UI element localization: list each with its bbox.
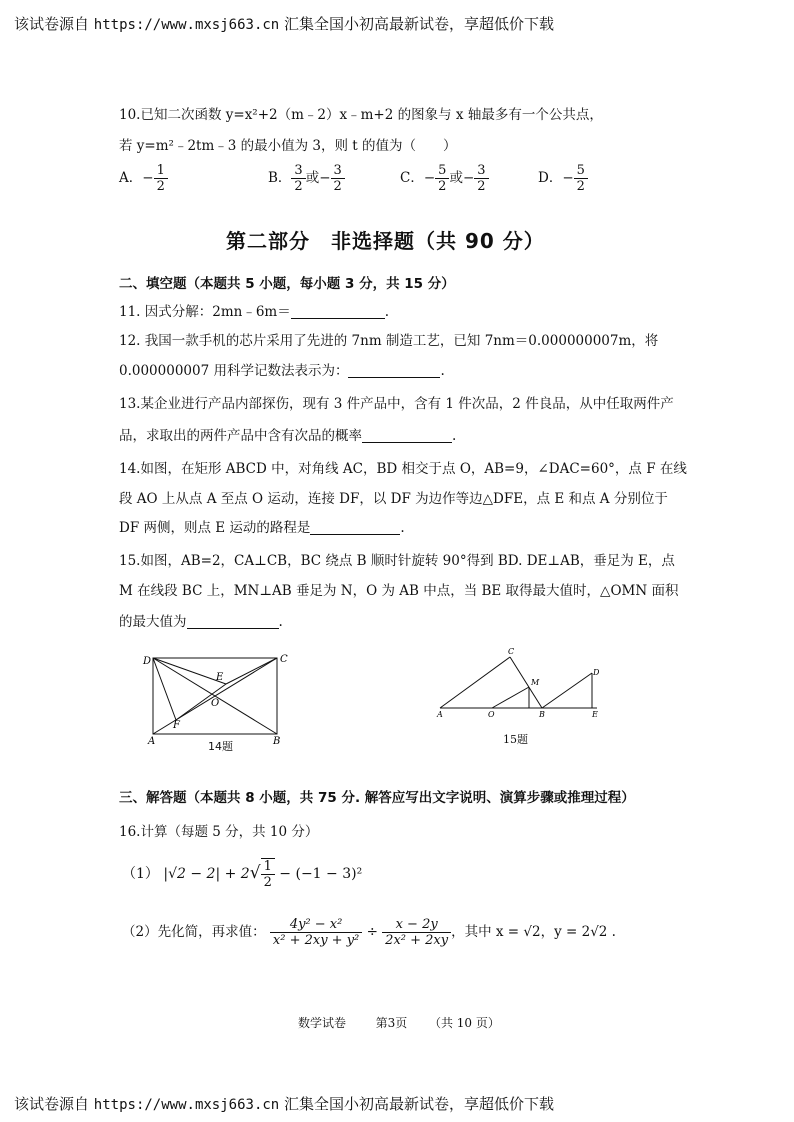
q10-option-b: B． $\frac{3}{2}$ 或− $\frac{3}{2}$ bbox=[268, 163, 345, 194]
fraction: $\frac{x - 2y}{\text{2x² + 2xy}}$ bbox=[382, 917, 451, 948]
fraction: $\frac{5}{2}$ bbox=[435, 163, 449, 194]
fraction: $\frac{1}{2}$ bbox=[261, 858, 275, 890]
fraction: $\frac{1}{2}$ bbox=[154, 163, 168, 194]
label-f: F bbox=[173, 720, 180, 731]
section3-title: 三、解答题（本题共 8 小题，共 75 分. 解答应写出文字说明、演算步骤或推理过程） bbox=[119, 790, 635, 806]
header-url-link[interactable]: https://www.mxsj663.cn bbox=[93, 17, 280, 33]
label-e: E bbox=[592, 710, 598, 719]
q10-option-a: A．− $\frac{1}{2}$ bbox=[119, 163, 168, 194]
label-b: B bbox=[539, 710, 545, 719]
q16-part1: （1） |√2 − 2| + 2√ $\frac{1}{2}$ − (−1 − 3)² bbox=[122, 859, 363, 890]
segment-ac bbox=[440, 657, 510, 708]
figure-15 bbox=[432, 645, 607, 730]
q15-line2: M 在线段 BC 上，MN⊥AB 垂足为 N，O 为 AB 中点，当 BE 取得最大值时，△OMN 面积 bbox=[119, 583, 679, 599]
label-e: E bbox=[216, 672, 224, 683]
footer-subject: 数学试卷 bbox=[298, 1016, 347, 1030]
q10-option-d: D．− $\frac{5}{2}$ bbox=[538, 163, 588, 194]
label-b: B bbox=[273, 736, 281, 747]
answer-blank[interactable] bbox=[362, 428, 452, 443]
source-footer bbox=[14, 1093, 554, 1114]
q10-option-c: C．− $\frac{5}{2}$ 或− $\frac{3}{2}$ bbox=[400, 163, 489, 194]
q14-line2: 段 AO 上从点 A 至点 O 运动，连接 DF，以 DF 为边作等边△DFE，点 E 和点 A 分别位于 bbox=[119, 491, 668, 507]
segment-bd bbox=[542, 673, 592, 708]
q11: 11. 因式分解：2mn﹣6m＝ . bbox=[119, 304, 390, 320]
figure-14-caption: 14题 bbox=[208, 740, 233, 753]
header-text-1: 该试卷源自 bbox=[14, 15, 90, 33]
section2-title: 二、填空题（本题共 5 小题，每小题 3 分，共 15 分） bbox=[119, 276, 455, 292]
q15-line1: 15.如图，AB=2，CA⊥CB，BC 绕点 B 顺时针旋转 90°得到 BD. DE⊥AB，垂足为 E，点 bbox=[119, 553, 675, 569]
fraction: $\frac{3}{2}$ bbox=[331, 163, 345, 194]
footer-text-1: 该试卷源自 bbox=[14, 1095, 90, 1113]
label-o: O bbox=[488, 710, 495, 719]
page-footer bbox=[298, 1014, 500, 1031]
footer-page: 第3页 bbox=[375, 1016, 408, 1030]
answer-blank[interactable] bbox=[291, 304, 385, 319]
label-a: A bbox=[148, 736, 156, 747]
answer-blank[interactable] bbox=[348, 363, 440, 378]
q12-line1: 12. 我国一款手机的芯片采用了先进的 7nm 制造工艺，已知 7nm＝0.000000007m，将 bbox=[119, 333, 659, 349]
part2-title: 第二部分 非选择题（共 90 分） bbox=[226, 229, 545, 253]
label-m: M bbox=[531, 678, 540, 687]
label-d: D bbox=[143, 656, 152, 667]
q16-title: 16.计算（每题 5 分，共 10 分） bbox=[119, 824, 319, 840]
label-o: O bbox=[211, 698, 220, 709]
footer-url-link[interactable]: https://www.mxsj663.cn bbox=[93, 1097, 280, 1113]
segment-om bbox=[492, 687, 529, 708]
source-header bbox=[14, 13, 554, 34]
q14-line1: 14.如图，在矩形 ABCD 中，对角线 AC，BD 相交于点 O，AB=9，∠DAC=60°，点 F 在线 bbox=[119, 461, 687, 477]
q14-line3: DF 两侧，则点 E 运动的路程是 . bbox=[119, 520, 405, 536]
label-c: C bbox=[508, 647, 515, 656]
answer-blank[interactable] bbox=[310, 520, 400, 535]
fraction: $\frac{3}{2}$ bbox=[291, 163, 305, 194]
label-d: D bbox=[593, 668, 600, 677]
q13-line1: 13.某企业进行产品内部探伤，现有 3 件产品中，含有 1 件次品，2 件良品，从中任取两件产 bbox=[119, 396, 674, 412]
answer-blank[interactable] bbox=[187, 614, 279, 629]
footer-text-2: 汇集全国小初高最新试卷，享超低价下载 bbox=[284, 1095, 555, 1113]
q12-line2: 0.000000007 用科学记数法表示为： . bbox=[119, 363, 445, 379]
q16-part2: （2）先化简，再求值： $\frac{\text{4y² − x²}}{\text{x² + 2xy + y²}}$ ÷ $\frac{x - 2y}{\text{2x² + 2xy}}$ ，其中 x = √2，y = 2√2 . bbox=[122, 917, 616, 948]
fraction: $\frac{5}{2}$ bbox=[574, 163, 588, 194]
label-a: A bbox=[437, 710, 443, 719]
fraction: $\frac{\text{4y² − x²}}{\text{x² + 2xy + y²}}$ bbox=[270, 917, 362, 948]
footer-total: （共 10 页） bbox=[428, 1016, 500, 1030]
q15-line3: 的最大值为 . bbox=[119, 614, 283, 630]
label-c: C bbox=[280, 654, 288, 665]
q10-line2: 若 y=m²﹣2tm﹣3 的最小值为 3，则 t 的值为（ ） bbox=[119, 138, 457, 154]
header-text-2: 汇集全国小初高最新试卷，享超低价下载 bbox=[284, 15, 555, 33]
figure-15-caption: 15题 bbox=[503, 733, 528, 746]
q10-line1: 10.已知二次函数 y=x²+2（m﹣2）x﹣m+2 的图象与 x 轴最多有一个公共点， bbox=[119, 107, 603, 123]
fraction: $\frac{3}{2}$ bbox=[474, 163, 488, 194]
q13-line2: 品，求取出的两件产品中含有次品的概率 . bbox=[119, 428, 457, 444]
segment-ec bbox=[226, 658, 277, 684]
segment-df bbox=[153, 658, 176, 720]
